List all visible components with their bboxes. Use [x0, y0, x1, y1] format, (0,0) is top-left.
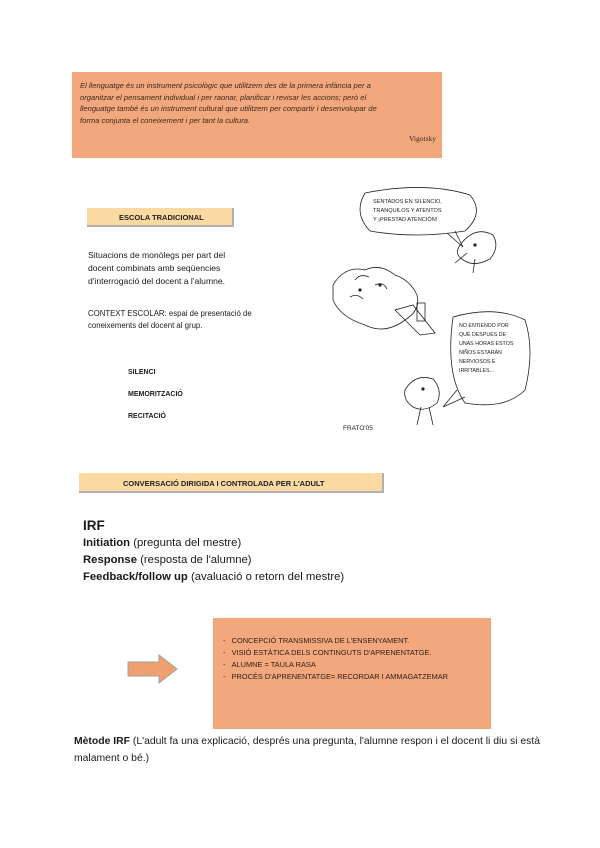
characteristic-item: - VISIÓ ESTÀTICA DELS CONTINGUTS D'APRENENTATGE. [223, 648, 432, 657]
monolegs-paragraph [88, 249, 278, 288]
irf-term: Feedback/follow up [83, 571, 188, 583]
irf-term: Response [83, 554, 137, 566]
irf-title: IRF [83, 518, 105, 533]
arrow-right-icon [127, 654, 179, 684]
escola-tradicional-label: ESCOLA TRADICIONAL [87, 208, 234, 227]
cartoon-signature: FRATO'05 [343, 425, 373, 432]
teacher-cartoon-illustration [325, 185, 535, 435]
paragraph-line: Situacions de monòlegs per part del [88, 250, 226, 260]
word-memoritzacio: MEMORITZACIÓ [128, 391, 183, 398]
quote-box [72, 72, 442, 158]
bubble1-line: SENTADOS EN SILENCIO, [373, 199, 442, 205]
quote-text [80, 80, 434, 126]
conversa-dirigida-label: CONVERSACIÓ DIRIGIDA I CONTROLADA PER L'ADULT [79, 473, 384, 493]
paragraph-line: CONTEXT ESCOLAR: espai de presentació de [88, 309, 252, 318]
bubble2-line: IRRITABLES... [459, 368, 494, 374]
characteristic-item: - CONCEPCIÓ TRANSMISSIVA DE L'ENSENYAMENT. [223, 636, 410, 645]
quote-line: forma conjunta el coneixement i per tant la cultura. [80, 115, 251, 125]
bubble2-line: UNAS HORAS ESTOS [459, 341, 514, 347]
paragraph-line: coneixements del docent al grup. [88, 321, 203, 330]
bubble2-line: NIÑOS ESTARÁN [459, 350, 502, 356]
paragraph-line: d'interrogació del docent a l'alumne. [88, 276, 226, 286]
bubble1-line: Y ¡PRESTAD ATENCIÓN! [373, 217, 438, 223]
irf-term: Initiation [83, 537, 131, 549]
irf-desc: (resposta de l'alumne) [137, 554, 252, 566]
irf-response [83, 554, 252, 566]
irf-feedback [83, 571, 344, 583]
word-recitacio: RECITACIÓ [128, 413, 166, 420]
quote-line: El llenguatge és un instrument psicològic que utilitzem des de la primera infància per a [80, 81, 371, 90]
irf-characteristics-box [213, 618, 491, 729]
irf-desc: (avaluació o retorn del mestre) [187, 571, 345, 583]
quote-line: organitzar el pensament individual i per raonar, planificar i revisar les accions; però el [80, 92, 367, 102]
bubble2-line: QUÉ DESPUÉS DE [459, 332, 507, 338]
characteristic-item: - ALUMNE = TAULA RASA [223, 660, 316, 669]
word-silenci: SILENCI [128, 369, 156, 376]
bubble1-line: TRANQUILOS Y ATENTOS [373, 208, 442, 214]
bubble2-line: NO ENTIENDO POR [459, 323, 509, 329]
metode-text: (L'adult fa una explicació, després una pregunta, l'alumne respon i el docent li diu si està malament o bé.) [74, 736, 541, 764]
characteristic-item: - PROCÉS D'APRENENTATGE= RECORDAR I AMMAGATZEMAR [223, 672, 449, 681]
irf-desc: (pregunta del mestre) [130, 537, 242, 549]
irf-initiation [83, 537, 241, 549]
context-escolar-paragraph [88, 308, 278, 332]
metode-irf-paragraph [74, 734, 544, 767]
paragraph-line: docent combinats amb seqüencies [88, 263, 221, 273]
bubble2-line: NERVIOSOS E [459, 359, 496, 365]
quote-line: llenguatge també és un instrument cultural que utilitzem per compartir i desenvolupar de [80, 104, 377, 113]
quote-author: Vigotsky [408, 134, 436, 143]
metode-term: Mètode IRF [74, 736, 130, 747]
